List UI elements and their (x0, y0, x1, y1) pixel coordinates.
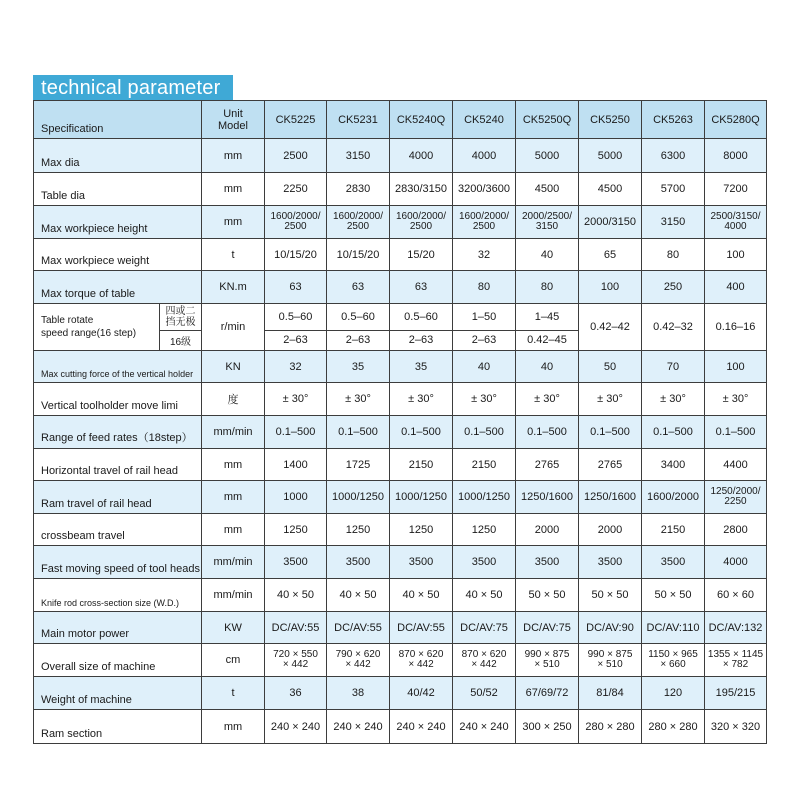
value-cell: 990 × 875 × 510 (516, 644, 579, 677)
value-cell: 40 × 50 (265, 579, 327, 612)
value-cell: 2500 (265, 139, 327, 173)
value-cell: DC/AV:55 (327, 612, 390, 644)
value-cell: 0.5–60 (327, 304, 390, 331)
row-label: Max workpiece weight (34, 239, 202, 271)
table-row (34, 206, 767, 239)
value-cell: 320 × 320 (705, 710, 767, 744)
value-cell: 80 (642, 239, 705, 271)
value-cell: 2150 (453, 449, 516, 481)
value-cell: 240 × 240 (265, 710, 327, 744)
rotate-sub-label-16: 16级 (169, 337, 192, 348)
value-cell: 1000/1250 (390, 481, 453, 514)
value-cell: 1600/2000 (642, 481, 705, 514)
value-cell: 70 (642, 351, 705, 383)
value-cell: 1000 (265, 481, 327, 514)
row-label: Max torque of table (34, 271, 202, 304)
value-cell: 2150 (390, 449, 453, 481)
page-title: technical parameter (33, 75, 233, 101)
value-cell: 280 × 280 (579, 710, 642, 744)
table-row (34, 173, 767, 206)
value-cell: ± 30° (516, 383, 579, 416)
row-label: Ram travel of rail head (34, 481, 202, 514)
value-cell: 40 × 50 (453, 579, 516, 612)
value-cell: 0.5–60 (265, 304, 327, 331)
value-cell: 3400 (642, 449, 705, 481)
value-cell: 50 × 50 (579, 579, 642, 612)
value-cell: 1000/1250 (453, 481, 516, 514)
value-cell: 300 × 250 (516, 710, 579, 744)
value-cell: 63 (390, 271, 453, 304)
table-row (34, 271, 767, 304)
value-cell: DC/AV:110 (642, 612, 705, 644)
table-row (34, 514, 767, 546)
value-cell: 120 (642, 677, 705, 710)
table-row (34, 710, 767, 744)
unit-cell: mm/min (202, 416, 265, 449)
value-cell: 3500 (453, 546, 516, 579)
unit-cell: mm (202, 481, 265, 514)
value-cell: 250 (642, 271, 705, 304)
value-cell: 0.1–500 (642, 416, 705, 449)
value-cell: 240 × 240 (327, 710, 390, 744)
row-label: Knife rod cross-section size (W.D.) (34, 579, 202, 612)
value-cell: ± 30° (579, 383, 642, 416)
value-cell: 1600/2000/ 2500 (327, 206, 390, 239)
value-cell: 2000 (516, 514, 579, 546)
value-cell: 2800 (705, 514, 767, 546)
value-cell: 0.1–500 (579, 416, 642, 449)
row-label: Max dia (34, 139, 202, 173)
value-cell: 40 × 50 (390, 579, 453, 612)
row-label: Ram section (34, 710, 202, 744)
value-cell: 2765 (579, 449, 642, 481)
value-cell: 60 × 60 (705, 579, 767, 612)
value-cell: 0.1–500 (516, 416, 579, 449)
value-cell: 1600/2000/ 2500 (390, 206, 453, 239)
unit-cell: mm (202, 139, 265, 173)
value-cell: 990 × 875 × 510 (579, 644, 642, 677)
value-cell: 40 × 50 (327, 579, 390, 612)
value-cell: 3150 (327, 139, 390, 173)
value-cell: 720 × 550 × 442 (265, 644, 327, 677)
value-cell: 50 (579, 351, 642, 383)
value-cell: 0.1–500 (265, 416, 327, 449)
header-model: CK5250Q (516, 101, 579, 139)
value-cell: 100 (579, 271, 642, 304)
header-model: CK5240Q (390, 101, 453, 139)
row-label: Fast moving speed of tool heads (34, 546, 202, 579)
value-cell: 400 (705, 271, 767, 304)
row-label: Max cutting force of the vertical holder (34, 351, 202, 383)
value-cell: 3500 (642, 546, 705, 579)
table-row (34, 579, 767, 612)
value-cell: 0.1–500 (453, 416, 516, 449)
value-cell: 10/15/20 (265, 239, 327, 271)
value-cell: 40 (453, 351, 516, 383)
value-cell: ± 30° (390, 383, 453, 416)
value-cell: 1250/1600 (579, 481, 642, 514)
value-cell: 870 × 620 × 442 (390, 644, 453, 677)
value-cell: 1600/2000/ 2500 (453, 206, 516, 239)
value-cell: DC/AV:55 (390, 612, 453, 644)
row-label: crossbeam travel (34, 514, 202, 546)
value-cell: 2000/3150 (579, 206, 642, 239)
value-cell: 1600/2000/ 2500 (265, 206, 327, 239)
unit-cell: mm/min (202, 546, 265, 579)
value-cell: 2–63 (390, 330, 453, 350)
value-cell: 40/42 (390, 677, 453, 710)
value-cell: 0.42–32 (642, 304, 705, 351)
value-cell: ± 30° (453, 383, 516, 416)
value-cell: 100 (705, 351, 767, 383)
value-cell: 2830/3150 (390, 173, 453, 206)
table-row (34, 612, 767, 644)
value-cell: ± 30° (705, 383, 767, 416)
value-cell: 36 (265, 677, 327, 710)
value-cell: 1–45 (516, 304, 579, 331)
row-label: Horizontal travel of rail head (34, 449, 202, 481)
row-label: Range of feed rates（18step） (34, 416, 202, 449)
value-cell: 5000 (516, 139, 579, 173)
value-cell: 240 × 240 (453, 710, 516, 744)
unit-cell: KW (202, 612, 265, 644)
table-row (34, 239, 767, 271)
value-cell: 40 (516, 351, 579, 383)
value-cell: 0.1–500 (327, 416, 390, 449)
table-row (34, 139, 767, 173)
value-cell: 1250/1600 (516, 481, 579, 514)
value-cell: 1355 × 1145 × 782 (705, 644, 767, 677)
value-cell: 7200 (705, 173, 767, 206)
value-cell: ± 30° (642, 383, 705, 416)
value-cell: 1250 (453, 514, 516, 546)
row-label: Weight of machine (34, 677, 202, 710)
value-cell: ± 30° (265, 383, 327, 416)
unit-cell: 度 (202, 383, 265, 416)
table-row (34, 546, 767, 579)
value-cell: 1250 (390, 514, 453, 546)
spec-table (33, 100, 767, 744)
unit-cell: mm (202, 206, 265, 239)
value-cell: 0.42–42 (579, 304, 642, 351)
value-cell: DC/AV:132 (705, 612, 767, 644)
table-row (34, 481, 767, 514)
value-cell: 50 × 50 (642, 579, 705, 612)
table-row (34, 449, 767, 481)
value-cell: DC/AV:90 (579, 612, 642, 644)
value-cell: 4000 (453, 139, 516, 173)
unit-cell: t (202, 677, 265, 710)
unit-cell: cm (202, 644, 265, 677)
unit-cell: mm (202, 514, 265, 546)
value-cell: DC/AV:75 (453, 612, 516, 644)
value-cell: 2–63 (327, 330, 390, 350)
table-row (34, 383, 767, 416)
value-cell: 2000 (579, 514, 642, 546)
value-cell: 3500 (327, 546, 390, 579)
value-cell: 1250/2000/ 2250 (705, 481, 767, 514)
header-model: CK5263 (642, 101, 705, 139)
unit-cell: t (202, 239, 265, 271)
value-cell: 1250 (327, 514, 390, 546)
unit-cell: r/min (202, 304, 265, 351)
value-cell: 1–50 (453, 304, 516, 331)
unit-cell: KN.m (202, 271, 265, 304)
header-model: CK5231 (327, 101, 390, 139)
value-cell: 6300 (642, 139, 705, 173)
value-cell: 3500 (579, 546, 642, 579)
table-row (34, 304, 767, 331)
value-cell: 38 (327, 677, 390, 710)
value-cell: 5700 (642, 173, 705, 206)
value-cell: 50 × 50 (516, 579, 579, 612)
value-cell: 870 × 620 × 442 (453, 644, 516, 677)
value-cell: 2765 (516, 449, 579, 481)
value-cell: 63 (327, 271, 390, 304)
value-cell: ± 30° (327, 383, 390, 416)
table-row (34, 644, 767, 677)
header-model: CK5250 (579, 101, 642, 139)
value-cell: 3500 (516, 546, 579, 579)
row-label (34, 304, 202, 351)
value-cell: 2–63 (453, 330, 516, 350)
value-cell: 15/20 (390, 239, 453, 271)
value-cell: 280 × 280 (642, 710, 705, 744)
value-cell: 100 (705, 239, 767, 271)
value-cell: 63 (265, 271, 327, 304)
table-row (34, 351, 767, 383)
value-cell: 4000 (705, 546, 767, 579)
value-cell: 5000 (579, 139, 642, 173)
value-cell: DC/AV:55 (265, 612, 327, 644)
value-cell: 2150 (642, 514, 705, 546)
value-cell: 35 (327, 351, 390, 383)
value-cell: DC/AV:75 (516, 612, 579, 644)
value-cell: 80 (516, 271, 579, 304)
row-label: Main motor power (34, 612, 202, 644)
table-row (34, 677, 767, 710)
rotate-main-label: Table rotate speed range(16 step) (41, 315, 137, 339)
value-cell: 80 (453, 271, 516, 304)
row-label: Vertical toolholder move limi (34, 383, 202, 416)
unit-cell: mm (202, 710, 265, 744)
header-model: CK5280Q (705, 101, 767, 139)
value-cell: 0.1–500 (390, 416, 453, 449)
value-cell: 1250 (265, 514, 327, 546)
unit-cell: mm (202, 173, 265, 206)
value-cell: 195/215 (705, 677, 767, 710)
unit-cell: mm/min (202, 579, 265, 612)
value-cell: 240 × 240 (390, 710, 453, 744)
value-cell: 0.42–45 (516, 330, 579, 350)
value-cell: 4500 (579, 173, 642, 206)
value-cell: 32 (453, 239, 516, 271)
value-cell: 8000 (705, 139, 767, 173)
header-row (34, 101, 767, 139)
header-model: CK5240 (453, 101, 516, 139)
value-cell: 4400 (705, 449, 767, 481)
value-cell: 65 (579, 239, 642, 271)
header-model: CK5225 (265, 101, 327, 139)
rotate-sub-label-stepless: 四或二 挡无极 (160, 304, 201, 331)
value-cell: 3150 (642, 206, 705, 239)
value-cell: 10/15/20 (327, 239, 390, 271)
value-cell: 0.5–60 (390, 304, 453, 331)
value-cell: 35 (390, 351, 453, 383)
row-label: Max workpiece height (34, 206, 202, 239)
value-cell: 2000/2500/ 3150 (516, 206, 579, 239)
value-cell: 3500 (265, 546, 327, 579)
value-cell: 2250 (265, 173, 327, 206)
value-cell: 50/52 (453, 677, 516, 710)
value-cell: 1400 (265, 449, 327, 481)
value-cell: 1150 × 965 × 660 (642, 644, 705, 677)
row-label: Overall size of machine (34, 644, 202, 677)
value-cell: 2500/3150/ 4000 (705, 206, 767, 239)
table-row (34, 416, 767, 449)
value-cell: 40 (516, 239, 579, 271)
value-cell: 81/84 (579, 677, 642, 710)
value-cell: 4000 (390, 139, 453, 173)
value-cell: 0.16–16 (705, 304, 767, 351)
row-label: Table dia (34, 173, 202, 206)
value-cell: 2–63 (265, 330, 327, 350)
unit-cell: mm (202, 449, 265, 481)
header-specification: Specification (34, 101, 202, 139)
value-cell: 67/69/72 (516, 677, 579, 710)
value-cell: 32 (265, 351, 327, 383)
value-cell: 2830 (327, 173, 390, 206)
unit-cell: KN (202, 351, 265, 383)
value-cell: 790 × 620 × 442 (327, 644, 390, 677)
value-cell: 1000/1250 (327, 481, 390, 514)
header-unit-model: Unit Model (202, 101, 265, 139)
value-cell: 3200/3600 (453, 173, 516, 206)
value-cell: 1725 (327, 449, 390, 481)
value-cell: 0.1–500 (705, 416, 767, 449)
value-cell: 4500 (516, 173, 579, 206)
value-cell: 3500 (390, 546, 453, 579)
